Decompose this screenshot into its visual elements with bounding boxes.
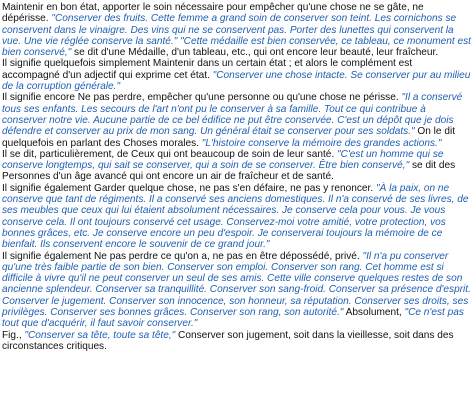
definition-paragraph <box>2 58 471 92</box>
example-quote: "L'histoire conserve la mémoire des grandes actions." <box>201 137 442 149</box>
example-quote: "Conserver des fruits. Cette femme a grand soin de conserver son teint. Les cornichons se conservent dans le vinaigre. Des vins qui ne se conservent pas. Porter des lunettes qui conservent la vue. Une vie réglée conserve la santé." <box>2 13 457 47</box>
definition-paragraph <box>2 251 471 330</box>
definition-text-segment: Il se dit, particulièrement, de Ceux qui ont beaucoup de soin de leur santé. <box>2 148 337 160</box>
definition-paragraph <box>2 330 471 353</box>
definition-text-segment: Il signifie également Ne pas perdre ce qu'on a, ne pas en être dépossédé, privé. <box>2 250 363 262</box>
definition-paragraph <box>2 2 471 58</box>
example-quote: "Cette médaille est bien conservée, ce tableau, ce monument est bien conservé," <box>2 35 471 59</box>
definition-text-segment: se dit d'une Médaille, d'un tableau, etc., qui ont encore leur beauté, leur fraîcheur. <box>71 47 439 59</box>
example-quote: "Il n'a pu conserver qu'une très faible partie de son bien. Conserver son emploi. Conserver son rang. Cet homme est si difficile à vivre qu'il ne peut conserver un seul de ses amis. Cette ville conserve quelques restes de son ancienne splendeur. Conserver sa tranquillité. Conserver son sang-froid. Conserver sa présence d'esprit. Conserver le jugement. Conserver son innocence, son honneur, sa réputation. Conserver ses droits, ses privilèges. Conserver ses bonnes grâces. Conserver son rang, son autorité." <box>2 250 471 319</box>
definition-text-segment: Il signifie également Garder quelque chose, ne pas s'en défaire, ne pas y renoncer. <box>2 182 376 194</box>
definition-text-segment: se dit des Personnes d'un âge avancé qui ont encore un air de fraîcheur et de santé. <box>2 160 456 183</box>
example-quote: "C'est un homme qui se conserve longtemps, qui sait se conserver, qui a soin de se conserver. Être bien conservé," <box>2 148 444 172</box>
definition-text-segment: On le dit quelquefois en parlant des Choses morales. <box>2 126 456 149</box>
definition-text-segment: Il signifie encore Ne pas perdre, empêcher qu'une personne ou qu'une chose ne périsse. <box>2 92 402 104</box>
example-quote: "À la paix, on ne conserve que tant de régiments. Il a conservé ses anciens domestiques. Il n'a conservé de ses livres, de ses meubles que ceux qui lui étaient absolument nécessaires. Je conserve cela pour vous. Je vous conserve cela. Il ont toujours conservé cet usage. Conservez-moi votre amitié, votre protection, vos bonnes grâces, etc. Je conserve encore un peu d'espoir. Je conserverai toujours la mémoire de ce bienfait. Ils conservent encore le souvenir de ce grand jour." <box>2 182 469 251</box>
definition-text-segment: Absolument, <box>343 307 405 319</box>
example-quote: "Ce n'est pas tout que d'acquérir, il faut savoir conserver." <box>2 307 464 330</box>
example-quote: "Il a conservé tous ses enfants. Les secours de l'art n'ont pu le conserver à sa famille. Tout ce qui contribue à conserver notre vie. Aucune partie de ce bel édifice ne put être conservée. C'est un dépôt que je dois défendre et conserver au prix de mon sang. Un général était se conserver pour ses soldats." <box>2 92 463 138</box>
definition-paragraph <box>2 183 471 251</box>
definition-text-segment: Il signifie quelquefois simplement Maintenir dans un certain état ; et alors le complément est accompagné d'un adjectif qui exprime cet état. <box>2 58 413 81</box>
example-quote: "Conserver sa tête, toute sa tête," <box>24 329 176 341</box>
definition-paragraph <box>2 149 471 183</box>
definition-paragraph <box>2 92 471 148</box>
definition-text-segment: Fig., <box>2 329 25 341</box>
definition-text-segment: Conserver son jugement, soit dans la vieillesse, soit dans des circonstances critiques. <box>2 329 454 352</box>
definition-text-segment: Maintenir en bon état, apporter le soin nécessaire pour empêcher qu'une chose ne se gâte, ne dépérisse. <box>2 2 424 25</box>
example-quote: "Conserver une chose intacte. Se conserver pur au milieu de la corruption générale." <box>2 69 471 93</box>
